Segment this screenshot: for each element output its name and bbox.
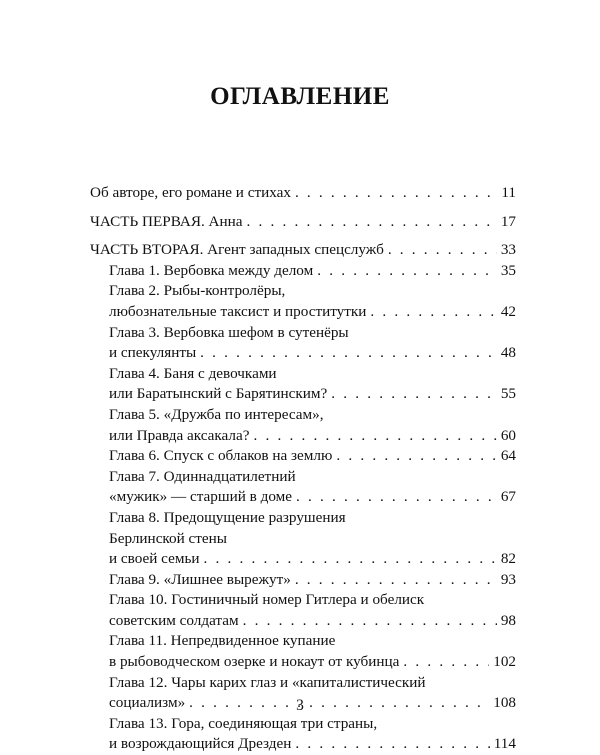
toc-entry-text-line: Глава 5. «Дружба по интересам», xyxy=(109,405,324,423)
dot-leader xyxy=(403,652,489,673)
toc-entry-final-line xyxy=(109,343,516,364)
dot-leader xyxy=(331,384,497,405)
dot-leader xyxy=(370,302,496,323)
toc-entry-final-line xyxy=(109,446,516,467)
toc-page-number: 64 xyxy=(500,447,516,465)
toc-entry-final-line xyxy=(109,611,516,632)
toc-page-number: 33 xyxy=(500,241,516,259)
toc-page-number: 93 xyxy=(500,570,516,588)
toc-entry xyxy=(90,570,516,591)
toc-entry-final-line xyxy=(109,261,516,282)
toc-page-number: 17 xyxy=(500,212,516,230)
toc-entry xyxy=(90,212,516,233)
toc-entry-text-line: любознательные таксист и проститутки xyxy=(109,302,367,320)
toc-entry-final-line xyxy=(109,570,516,591)
dot-leader xyxy=(388,240,497,261)
toc-entry xyxy=(90,281,516,322)
toc-page-number: 60 xyxy=(500,426,516,444)
page-number: 3 xyxy=(296,697,304,714)
dot-leader xyxy=(247,212,497,233)
table-of-contents xyxy=(90,183,516,755)
toc-entry xyxy=(90,446,516,467)
toc-entry xyxy=(90,240,516,261)
toc-page-number: 48 xyxy=(500,344,516,362)
toc-entry-text-line: и своей семьи xyxy=(109,550,200,568)
dot-leader xyxy=(296,487,497,508)
toc-page-number: 108 xyxy=(493,694,516,712)
dot-leader xyxy=(253,426,496,447)
toc-page-number: 11 xyxy=(501,184,516,201)
toc-entry xyxy=(90,405,516,446)
toc-page-number: 102 xyxy=(493,653,516,671)
dot-leader xyxy=(204,549,497,570)
toc-page-number: 98 xyxy=(500,611,516,629)
toc-page-number: 42 xyxy=(500,302,516,320)
toc-page-number: 35 xyxy=(500,261,516,279)
toc-entry-text-line: Глава 11. Непредвиденное купание xyxy=(109,632,336,650)
dot-leader xyxy=(295,734,489,755)
toc-entry-text-line: «мужик» — старший в доме xyxy=(109,488,292,506)
toc-entry-final-line xyxy=(109,426,516,447)
toc-entry-final-line xyxy=(90,183,516,204)
toc-entry xyxy=(90,183,516,204)
toc-entry-text-line: Глава 13. Гора, соединяющая три страны, xyxy=(109,714,378,732)
toc-entry-text-line: социализм» xyxy=(109,694,186,712)
toc-entry xyxy=(90,261,516,282)
toc-entry-text-line: советским солдатам xyxy=(109,611,239,629)
toc-entry xyxy=(90,631,516,672)
toc-entry-text-line: Глава 12. Чары карих глаз и «капиталистический xyxy=(109,673,426,691)
toc-entry-text-line: в рыбоводческом озерке и нокаут от кубинца xyxy=(109,653,400,671)
dot-leader xyxy=(200,343,497,364)
dot-leader xyxy=(295,183,497,204)
dot-leader xyxy=(336,446,496,467)
toc-entry-text-line: Глава 6. Спуск с облаков на землю xyxy=(109,447,333,465)
page-title: ОГЛАВЛЕНИЕ xyxy=(210,83,390,110)
toc-page-number: 114 xyxy=(493,735,516,753)
toc-entry-text-line: Глава 3. Вербовка шефом в сутенёры xyxy=(109,323,349,341)
toc-entry-final-line xyxy=(109,487,516,508)
toc-page-number: 82 xyxy=(500,550,516,568)
toc-entry xyxy=(90,467,516,508)
toc-entry-text-line: или Правда аксакала? xyxy=(109,426,250,444)
toc-entry-final-line xyxy=(109,384,516,405)
toc-entry-text-line: ЧАСТЬ ВТОРАЯ. Агент западных спецслужб xyxy=(90,241,384,259)
toc-entry-final-line xyxy=(109,302,516,323)
toc-entry-text-line: Глава 8. Предощущение разрушения xyxy=(109,508,346,526)
toc-entry xyxy=(90,714,516,755)
dot-leader xyxy=(243,611,497,632)
toc-entry xyxy=(90,364,516,405)
toc-entry-text-line: Глава 4. Баня с девочками xyxy=(109,364,277,382)
toc-entry-final-line xyxy=(109,549,516,570)
toc-page-number: 67 xyxy=(500,488,516,506)
toc-entry-final-line xyxy=(90,240,516,261)
toc-page-number: 55 xyxy=(500,385,516,403)
toc-entry-final-line xyxy=(90,212,516,233)
toc-entry-text-line: или Баратынский с Барятинским? xyxy=(109,385,328,403)
toc-entry-text-line: и спекулянты xyxy=(109,344,197,362)
toc-entry xyxy=(90,323,516,364)
dot-leader xyxy=(317,261,497,282)
dot-leader xyxy=(295,570,497,591)
toc-entry-text-line: и возрождающийся Дрезден xyxy=(109,735,292,753)
toc-entry-text-line: Об авторе, его романе и стихах xyxy=(90,184,291,201)
toc-entry-text-line: Глава 10. Гостиничный номер Гитлера и обелиск xyxy=(109,591,425,609)
toc-entry-text-line: Берлинской стены xyxy=(109,529,228,547)
toc-entry-text-line: Глава 7. Одиннадцатилетний xyxy=(109,467,296,485)
toc-entry-text-line: Глава 2. Рыбы-контролёры, xyxy=(109,282,286,300)
toc-entry-final-line xyxy=(109,652,516,673)
toc-entry-final-line xyxy=(109,734,516,755)
toc-entry-text-line: ЧАСТЬ ПЕРВАЯ. Анна xyxy=(90,212,243,230)
toc-entry xyxy=(90,590,516,631)
toc-entry-text-line: Глава 1. Вербовка между делом xyxy=(109,261,314,279)
toc-entry-text-line: Глава 9. «Лишнее вырежут» xyxy=(109,570,291,588)
toc-entry xyxy=(90,508,516,570)
